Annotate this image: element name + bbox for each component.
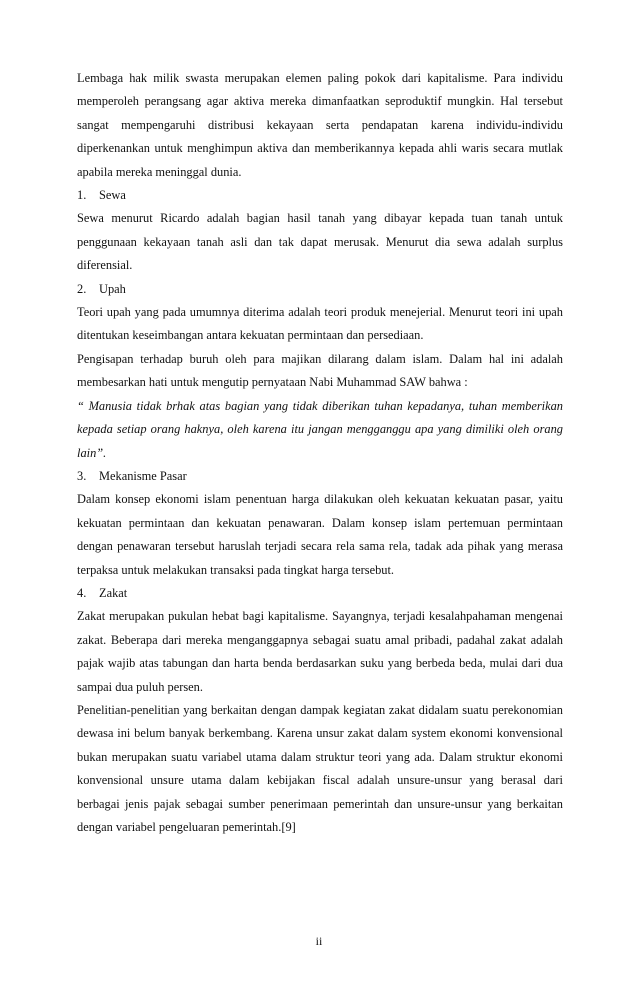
section-body-mekanisme-pasar: Dalam konsep ekonomi islam penentuan harga dilakukan oleh kekuatan kekuatan pasar, yaitu kekuatan permintaan dan kekuatan penawaran. Dalam konsep islam pertemuan permintaan dengan penawaran tersebut haruslah terjadi secara rela sama rela, tadak ada pihak yang merasa terpaksa untuk melakukan transaksi pada tingkat harga tersebut. — [77, 492, 563, 577]
section-body-zakat-2: Penelitian-penelitian yang berkaitan dengan dampak kegiatan zakat didalam suatu perekonomian dewasa ini belum banyak berkembang. Karena unsur zakat dalam system ekonomi konvensional bukan merupakan suatu variabel utama dalam struktur teori yang ada. Dalam struktur ekonomi konvensional unsure utama dalam kebijakan fiscal adalah unsure-unsur yang berasal dari berbagai jenis pajak sebagai sumber penerimaan pemerintah dan unsure-unsur yang berkaitan dengan variabel pengeluaran pemerintah.[9] — [77, 702, 563, 834]
section-body-zakat: Zakat merupakan pukulan hebat bagi kapitalisme. Sayangnya, terjadi kesalahpahaman mengenai zakat. Beberapa dari mereka menganggapnya sebagai suatu amal pribadi, padahal zakat adalah pajak wajib atas tabungan dan harta benda berdasarkan suku yang berbeda beda, mulai dari dua sampai dua puluh persen. — [77, 609, 563, 694]
section-body-sewa: Sewa menurut Ricardo adalah bagian hasil tanah yang dibayar kepada tuan tanah untuk penggunaan kekayaan tanah asli dan tak dapat merusak. Menurut dia sewa adalah surplus diferensial. — [77, 211, 563, 273]
intro-paragraph: Lembaga hak milik swasta merupakan elemen paling pokok dari kapitalisme. Para individu memperoleh perangsang agar aktiva mereka dimanfaatkan seproduktif mungkin. Hal tersebut sangat mempengaruhi distribusi kekayaan serta pendapatan karena individu-individu diperkenankan untuk menghimpun aktiva dan memberikannya kepada ahli waris secara mutlak apabila mereka meninggal dunia. — [77, 71, 563, 179]
section-heading-mekanisme-pasar — [77, 465, 563, 488]
section-number: 1. — [77, 188, 87, 203]
section-title: Zakat — [99, 585, 128, 600]
section-number: 4. — [77, 585, 87, 600]
section-heading-upah — [77, 278, 563, 301]
section-number: 3. — [77, 468, 87, 483]
section-heading-zakat — [77, 582, 563, 605]
section-body-upah: Teori upah yang pada umumnya diterima adalah teori produk menejerial. Menurut teori ini upah ditentukan keseimbangan antara kekuatan permintaan dan persediaan. — [77, 305, 563, 343]
hadith-quote: “ Manusia tidak brhak atas bagian yang tidak diberikan tuhan kepadanya, tuhan memberikan kepada setiap orang haknya, oleh karena itu jangan mengganggu apa yang dimiliki oleh orang lain”. — [77, 398, 563, 460]
document-page — [77, 67, 563, 839]
page-number: ii — [315, 934, 323, 948]
section-body-upah-2: Pengisapan terhadap buruh oleh para majikan dilarang dalam islam. Dalam hal ini adalah membesarkan hati untuk mengutip pernyataan Nabi Muhammad SAW bahwa : — [77, 351, 563, 390]
section-title: Upah — [99, 281, 126, 296]
section-number: 2. — [77, 281, 87, 296]
section-title: Mekanisme Pasar — [99, 468, 187, 483]
section-heading-sewa — [77, 184, 563, 207]
section-title: Sewa — [99, 188, 126, 203]
